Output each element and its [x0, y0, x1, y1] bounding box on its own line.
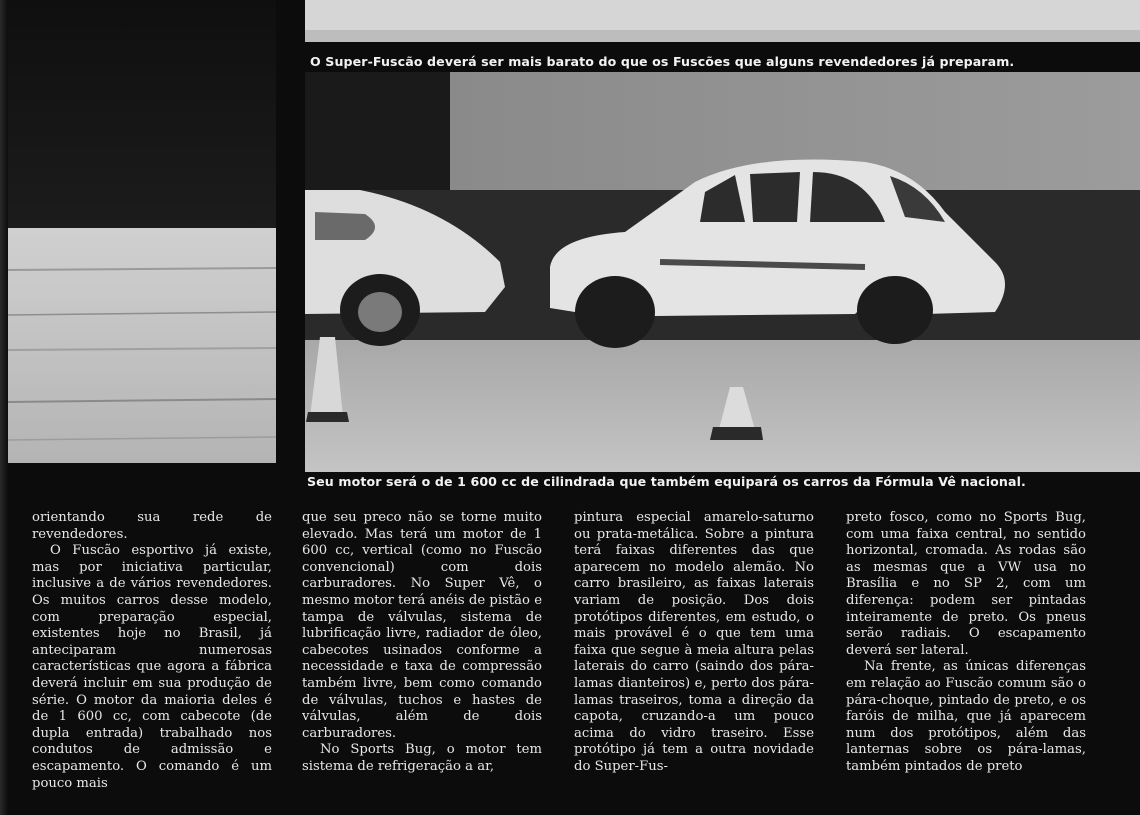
photo-caption-main: Seu motor será o de 1 600 cc de cilindrada que também equipará os carros da Fórmula Vê nacional.	[307, 474, 1026, 489]
page-edge	[0, 0, 8, 815]
article-column-1	[32, 510, 272, 815]
photo-caption-top: O Super-Fuscão deverá ser mais barato do que os Fuscões que alguns revendedores já preparam.	[310, 54, 1015, 69]
column-4-paragraph-2: Na frente, as únicas diferenças em relação ao Fuscão comum são o pára-choque, pintado de preto, e os faróis de milha, que já aparecem num dos protótipos, além das lanternas sobre os pára-lamas, também pintados de preto	[846, 659, 1086, 774]
column-2-paragraph-2: No Sports Bug, o motor tem sistema de refrigeração a ar,	[302, 742, 542, 774]
column-2-paragraph-1: que seu preco não se torne muito elevado. Mas terá um motor de 1 600 cc, vertical (como no Fuscão convencional) com dois carburadores. No Super Vê, o mesmo motor terá anéis de pistão e tampa de válvulas, sistema de lubrificação livre, radiador de óleo, cabecotes usinados conforme a necessidade e taxa de compressão também livre, bem como comando de válvulas, tuchos e hastes de válvulas, além de dois carburadores.	[302, 510, 542, 741]
article-column-3	[574, 510, 814, 815]
column-1-paragraph-2: O Fuscão esportivo já existe, mas por iniciativa particular, inclusive a de vários revendedores. Os muitos carros desse modelo, com preparação especial, existentes hoje no Brasil, já anteciparam numerosas características que agora a fábrica deverá incluir em sua produção de série. O motor da maioria deles é de 1 600 cc, com cabecote (de dupla entrada) trabalhado nos condutos de admissão e escapamento. O comando é um pouco mais	[32, 543, 272, 791]
photo-top	[305, 0, 1140, 42]
photo-left	[8, 0, 276, 463]
column-1-paragraph-1: orientando sua rede de revendedores.	[32, 510, 272, 542]
photo-left-image	[8, 0, 276, 463]
photo-top-image	[305, 0, 1140, 42]
photo-main-image	[305, 72, 1140, 472]
article-column-4	[846, 510, 1086, 815]
article-column-2	[302, 510, 542, 815]
column-3-paragraph-1: pintura especial amarelo-saturno ou prata-metálica. Sobre a pintura terá faixas diferentes das que aparecem no modelo alemão. No carro brasileiro, as faixas laterais variam de posição. Dos dois protótipos diferentes, em estudo, o mais provável é o que tem uma faixa que segue à meia altura pelas laterais do carro (saindo dos pára-lamas dianteiros) e, perto dos pára-lamas traseiros, toma a direção da capota, cruzando-a um pouco acima do vidro traseiro. Esse protótipo já tem a outra novidade do Super-Fus-	[574, 510, 814, 774]
column-4-paragraph-1: preto fosco, como no Sports Bug, com uma faixa central, no sentido horizontal, cromada. As rodas são as mesmas que a VW usa no Brasília e no SP 2, com um diferença: podem ser pintadas inteiramente de preto. Os pneus serão radiais. O escapamento deverá ser lateral.	[846, 510, 1086, 658]
photo-main	[305, 72, 1140, 472]
